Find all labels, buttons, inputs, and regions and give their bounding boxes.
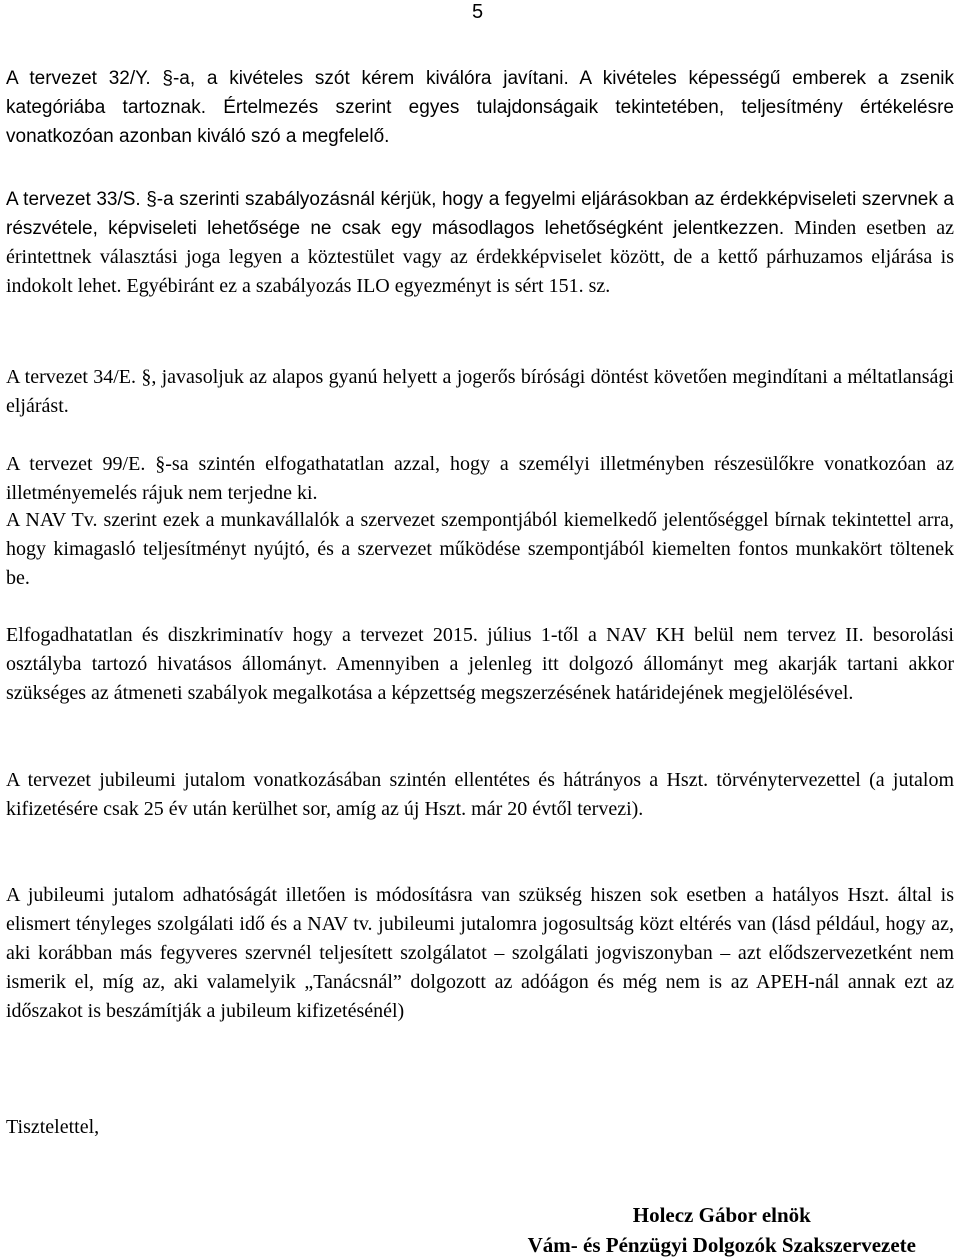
paragraph-jubilee-2 [6, 881, 954, 1026]
paragraph-jubilee-2-text: A jubileumi jutalom adhatóságát illetően is módosításra van szükség hiszen sok esetben a hatályos Hszt. által is elismert tényleges szolgálati idő és a NAV tv. jubileumi jutalomra jogosultság közt eltérés van (lásd például, hogy az, aki korábban más fegyveres szervnél teljesített szolgálatot – szolgálati jogviszonyban – azt elődszervezetként nem ismerik el, míg az, aki valamelyik „Tanácsnál” dolgozott az adóágon és még nem is az APEH-nál annak ezt az időszakot is beszámítják a jubileum kifizetésénél) [6, 884, 954, 1022]
paragraph-32y-text: A tervezet 32/Y. §-a, a kivételes szót kérem kiválóra javítani. A kivételes képességű emberek a zsenik kategóriába tartoznak. Értelmezés szerint egyes tulajdonságaik tekintetében, teljesítmény értékelésre vonatkozóan azonban kiváló szó a megfelelő. [6, 68, 954, 147]
paragraph-jubilee-1 [6, 766, 954, 824]
paragraph-34e [6, 363, 954, 421]
closing-greeting: Tisztelettel, [6, 1116, 100, 1138]
paragraph-nav-tv [6, 506, 954, 593]
paragraph-99e [6, 450, 954, 508]
signature-block [528, 1200, 916, 1260]
paragraph-32y [6, 64, 954, 151]
paragraph-34e-text: A tervezet 34/E. §, javasoljuk az alapos gyanú helyett a jogerős bírósági döntést követően megindítani a méltatlansági eljárást. [6, 366, 954, 417]
paragraph-jubilee-1-text: A tervezet jubileumi jutalom vonatkozásában szintén ellentétes és hátrányos a Hszt. törvénytervezettel (a jutalom kifizetésére csak 25 év után kerülhet sor, amíg az új Hszt. már 20 évtől tervezi). [6, 769, 954, 820]
paragraph-nav-tv-text: A NAV Tv. szerint ezek a munkavállalók a szervezet szempontjából kiemelkedő jelentőséggel bírnak tekintettel arra, hogy kimagasló teljesítményt nyújtó, és a szervezet működése szempontjából kiemelten fontos munkakört töltenek be. [6, 509, 954, 589]
paragraph-33s-rest: Minden esetben az érintettnek választási joga legyen a köztestület vagy az érdekképviselet között, de a kettő párhuzamos eljárása is indokolt lehet. Egyébiránt ez a szabályozás ILO egyezményt is sért 151. sz. [6, 217, 954, 297]
page-number: 5 [472, 1, 484, 23]
signature-name-title: Holecz Gábor elnök [632, 1203, 811, 1227]
paragraph-discrimination-text: Elfogadhatatlan és diszkriminatív hogy a tervezet 2015. július 1-től a NAV KH belül nem tervez II. besorolási osztályba tartozó hivatásos állományt. Amennyiben a jelenleg itt dolgozó állományt meg akarják tartani akkor szükséges az átmeneti szabályok megalkotása a képzettség megszerzésének határidejének megjelölésével. [6, 624, 954, 704]
paragraph-33s-sans-text: A tervezet 33/S. §-a szerinti szabályozásnál kérjük, hogy a fegyelmi eljárásokban az érdekképviseleti szervnek a részvétele, képviseleti lehetősége ne csak egy másodlagos lehetőségként jelentkezzen. [6, 189, 954, 239]
paragraph-33s [6, 185, 954, 301]
signature-organization: Vám- és Pénzügyi Dolgozók Szakszervezete [527, 1233, 916, 1257]
paragraph-discrimination [6, 621, 954, 708]
paragraph-99e-text: A tervezet 99/E. §-sa szintén elfogathatatlan azzal, hogy a személyi illetményben részesülőkre vonatkozóan az illetményemelés rájuk nem terjedne ki. [6, 453, 954, 504]
